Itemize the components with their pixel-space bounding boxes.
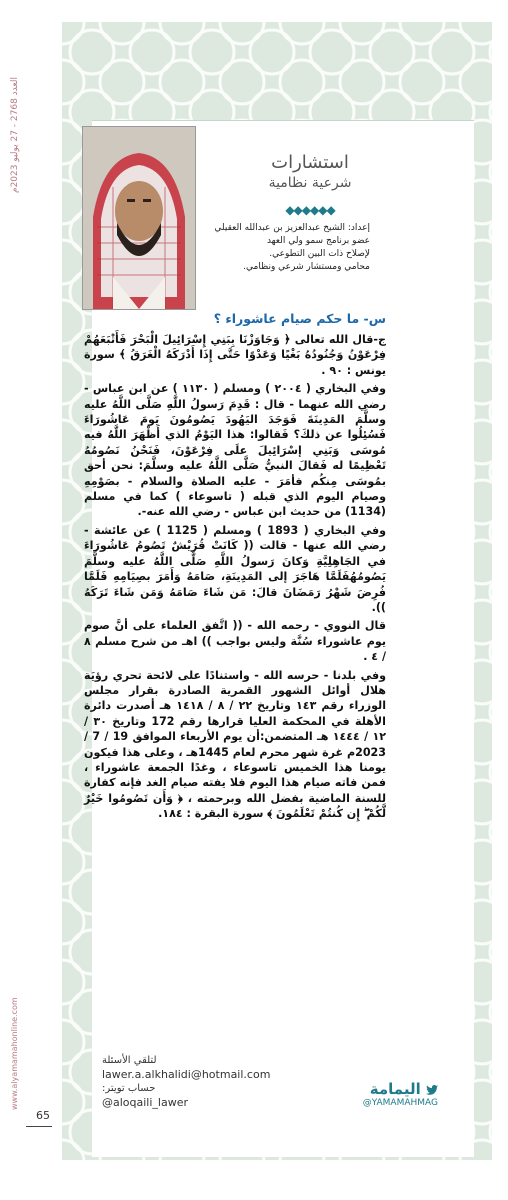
page-number: 65 <box>36 1109 50 1122</box>
contact-email[interactable]: lawer.a.alkhalidi@hotmail.com <box>102 1068 271 1081</box>
contact-block <box>102 1054 322 1110</box>
magazine-logo <box>338 1080 438 1108</box>
author-role-3: محامي ومستشار شرعي ونظامي. <box>243 262 370 272</box>
author-role-2: لإصلاح ذات البين التطوعي. <box>269 249 370 259</box>
logo-text: اليمامة <box>369 1080 421 1098</box>
twitter-handle[interactable]: @aloqaili_lawer <box>102 1096 189 1109</box>
questions-label: لتلقي الأسئلة <box>102 1055 157 1066</box>
section-title-block <box>258 152 362 192</box>
section-subtitle: شرعية نظامية <box>268 175 352 191</box>
answer-paragraph: ج-قال الله تعالى ﴿ وَجَاوَزْنَا بِبَنِي إِسْرَائِيلَ الْبَحْرَ فَأَتْبَعَهُمْ فِرْعَوْنُ وَجُنُودُهُ بَغْيًا وَعَدْوًا حَتَّى إِذَا أَدْرَكَهُ الْغَرَقُ ﴾ سورة يونس : ٩٠ . <box>84 333 386 377</box>
author-photo <box>82 126 196 310</box>
question-heading: س- ما حكم صيام عاشوراء ؟ <box>213 311 386 326</box>
author-name: إعداد: الشيخ عبدالعزيز بن عبدالله العقيلي <box>214 223 370 233</box>
ornament-diamonds-icon: ◆◆◆◆◆◆ <box>285 203 335 217</box>
answer-paragraph: قال النووي - رحمه الله - (( اتَّفق العلماء على أنَّ صوم يوم عاشوراء سُنَّة وليس بواجب )) اهـ من شرح مسلم ٨ / ٤ . <box>84 619 386 664</box>
article-body <box>84 332 386 825</box>
page-number-rule <box>26 1126 52 1127</box>
issue-date-vertical: العدد 2768 - 27 يوليو 2023م <box>10 77 20 193</box>
logo-handle[interactable]: @YAMAMAHMAG <box>362 1098 438 1108</box>
answer-paragraph: وفي البخاري ( ٢٠٠٤ ) ومسلم ( ١١٣٠ ) عن ابن عباس - رضي الله عنهما - قال : قَدِمَ رَسولُ اللَّهِ صَلَّى اللَّهُ عليه وسلَّمَ المَدِينَةَ فَوَجَدَ اليَهُودَ يَصُومُونَ يَومَ عَاشُورَاءَ فَسُئِلُوا عن ذلكَ؟ فَقالوا: هذا اليَوْمُ الذي أَظْهَرَ اللَّهُ فيه مُوسَى وَبَنِي إسْرَائِيلَ علَى فِرْعَوْنَ، فَنَحْنُ نَصُومُهُ تَعْظِيمًا له فَقالَ النبيُّ صَلَّى اللَّهُ عليه وسلَّمَ: نحن أحق بمُوسَى مِنكُم فأمَرَ - عليه الصلاة والسلام - بصَوْمِهِ وصيام اليوم الذي قبله ( تاسوعاء ) كما في مسلم (1134) من حديث ابن عباس - رضي الله عنه-. <box>84 382 386 519</box>
answer-paragraph: وفي البخاري ( 1893 ) ومسلم ( 1125 ) عن عائشة - رضي الله عنها - قالت (( كَانَتْ قُرَيْشٌ تَصُومُ عَاشُورَاءَ في الجَاهِلِيَّةِ وَكانَ رَسولُ اللَّهِ صَلَّى اللَّهُ عليه وسلَّمَ يَصُومُهُفَلَمَّا هَاجَرَ إلى المَدِينَةِ، صَامَهُ وَأَمَرَ بصِيَامِهِ فَلَمَّا فُرِضَ شَهْرُ رَمَضَانَ قالَ: مَن شَاءَ صَامَهُ وَمَن شَاءَ تَرَكَهُ )). <box>84 523 386 614</box>
author-role-1: عضو برنامج سمو ولي العهد <box>266 236 370 246</box>
answer-paragraph: وفي بلدنا - حرسه الله - واستنادًا على لائحة تحري رؤيَة هلال أوائل الشهور القمرية الصادرة بقرار مجلس الوزراء رقم ١٤٣ وتاريخ ٢٢ / ٨ / ١٤١٨ هـ أصدرت دائرة الأهلة في المحكمة العليا قرارها رقم 172 وتاريخ ٣٠ / ١٢ / ١٤٤٤ هـ المتضمن:أن يوم الأربعاء الموافق 19 / 7 / 2023م غرة شهر محرم لعام 1445هـ ، وعلى هذا فيكون يومنا هذا الخميس تاسوعاء ، وغدًا الجمعة عاشوراء ، فمن فاته صيام هذا اليوم فلا يفته صيام الغد فإنه كفارة للسنة الماضية بفضل الله وبرحمته ، ﴿ وَأَن تَصُومُوا خَيْرٌ لَّكُمْ ۖ إِن كُنتُمْ تَعْلَمُونَ ﴾ سورة البقرة : ١٨٤. <box>84 668 387 821</box>
author-info <box>200 222 370 274</box>
logo-name <box>338 1080 438 1098</box>
twitter-label: حساب تويتر: <box>102 1083 156 1094</box>
section-title: استشارات <box>271 152 349 173</box>
twitter-bird-icon <box>426 1085 438 1095</box>
website-vertical: www.alyamamahonline.com <box>10 997 19 1110</box>
